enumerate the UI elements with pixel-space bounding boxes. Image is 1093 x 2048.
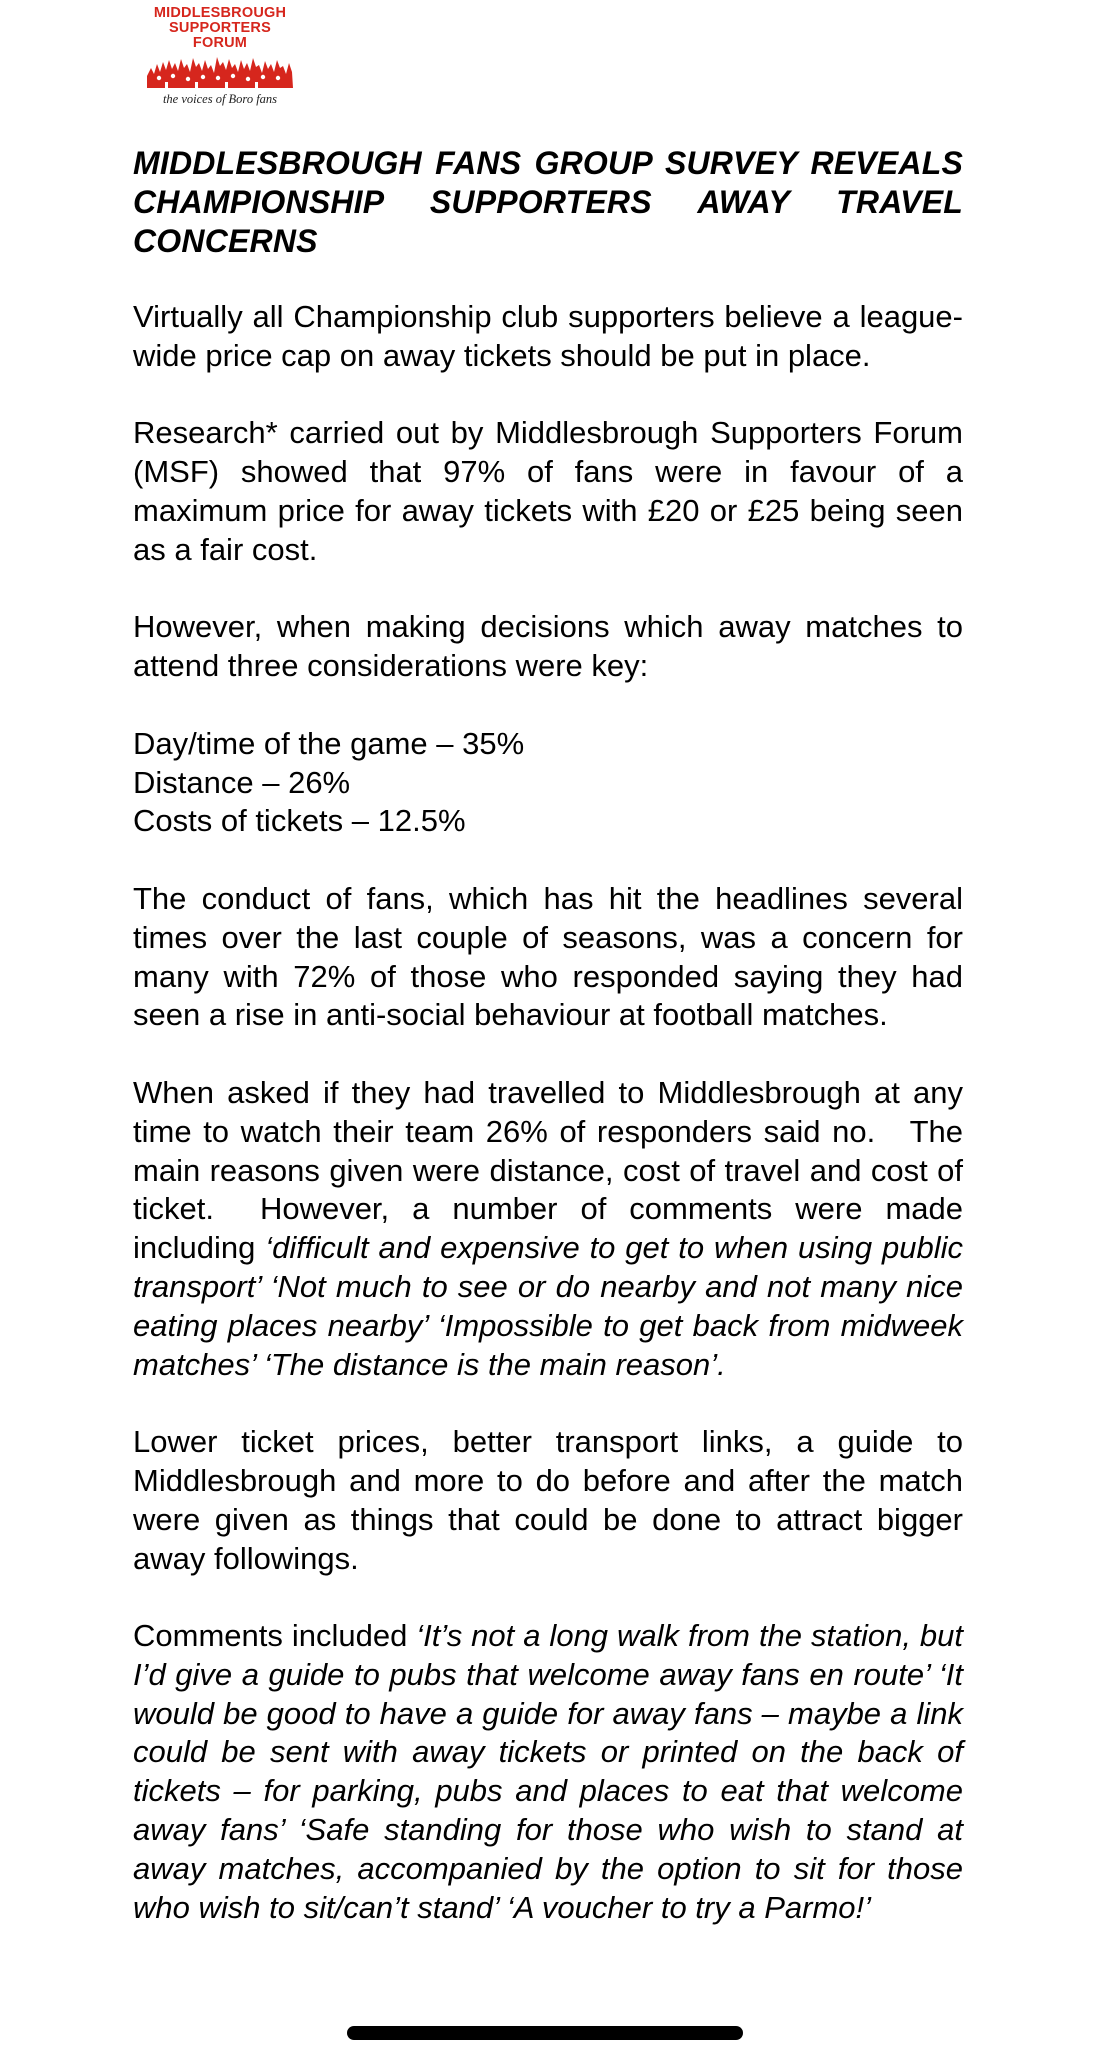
list-item-day-time: Day/time of the game – 35%: [133, 725, 525, 761]
paragraph-travel-text: When asked if they had travelled to Middlesbrough at any time to watch their team 26% of responders said no. The main reasons given were distance, cost of travel and cost of ticket. However, a number of comments were made including: [133, 1074, 972, 1266]
paragraph-improvements: Lower ticket prices, better transport links, a guide to Middlesbrough and more to do before and after the match were given as things that could be done to attract bigger away followings.: [133, 1424, 963, 1576]
paragraph-price-cap: Virtually all Championship club supporters believe a league-wide price cap on away tickets should be put in place.: [133, 299, 963, 373]
press-release-article: [133, 144, 972, 1966]
paragraph-research: Research* carried out by Middlesbrough Supporters Forum (MSF) showed that 97% of fans were in favour of a maximum price for away tickets with £20 or £25 being seen as a fair cost.: [133, 415, 963, 567]
paragraph-comments: [133, 1617, 963, 1927]
list-item-ticket-costs: Costs of tickets – 12.5%: [133, 803, 466, 839]
logo-title-line1: MIDDLESBROUGH: [153, 5, 287, 21]
comments-intro: Comments included: [133, 1618, 417, 1654]
paragraph-considerations: However, when making decisions which away matches to attend three considerations were key:: [133, 609, 963, 684]
logo-title-line2: SUPPORTERS FORUM: [169, 20, 271, 51]
comments-quote: ‘It’s not a long walk from the station, but I’d give a guide to pubs that welcome away fans en route’ ‘It would be good to have a guide for away fans – maybe a link could be sent with away tickets or printed on the back of tickets – for parking, pubs and places to eat that welcome away fans’ ‘Safe standing for those who wish to stand at away matches, accompanied by the option to sit for those who wish to sit/can’t stand’ ‘A voucher to try a Parmo!’: [133, 1618, 963, 1925]
travel-comments-quote: ‘difficult and expensive to get to when using public transport’ ‘Not much to see or do nearby and not many nice eating places nearby’ ‘Impossible to get back from midweek matches’ ‘The distance is the main reason’.: [133, 1230, 963, 1382]
logo-tagline: the voices of Boro fans: [162, 92, 278, 106]
home-indicator-bar[interactable]: [347, 2026, 743, 2040]
paragraph-travel-to-middlesbrough: [133, 1074, 972, 1384]
crowd-silhouette-icon: [145, 54, 295, 90]
msf-logo: [145, 6, 295, 107]
paragraph-fan-conduct: The conduct of fans, which has hit the headlines several times over the last couple of seasons, was a concern for many with 72% of those who responded saying they had seen a rise in anti-social behaviour at football matches.: [133, 880, 963, 1033]
considerations-list: [133, 725, 963, 841]
list-item-distance: Distance – 26%: [133, 764, 351, 800]
headline: MIDDLESBROUGH FANS GROUP SURVEY REVEALS CHAMPIONSHIP SUPPORTERS AWAY TRAVEL CONCERNS: [133, 145, 963, 259]
